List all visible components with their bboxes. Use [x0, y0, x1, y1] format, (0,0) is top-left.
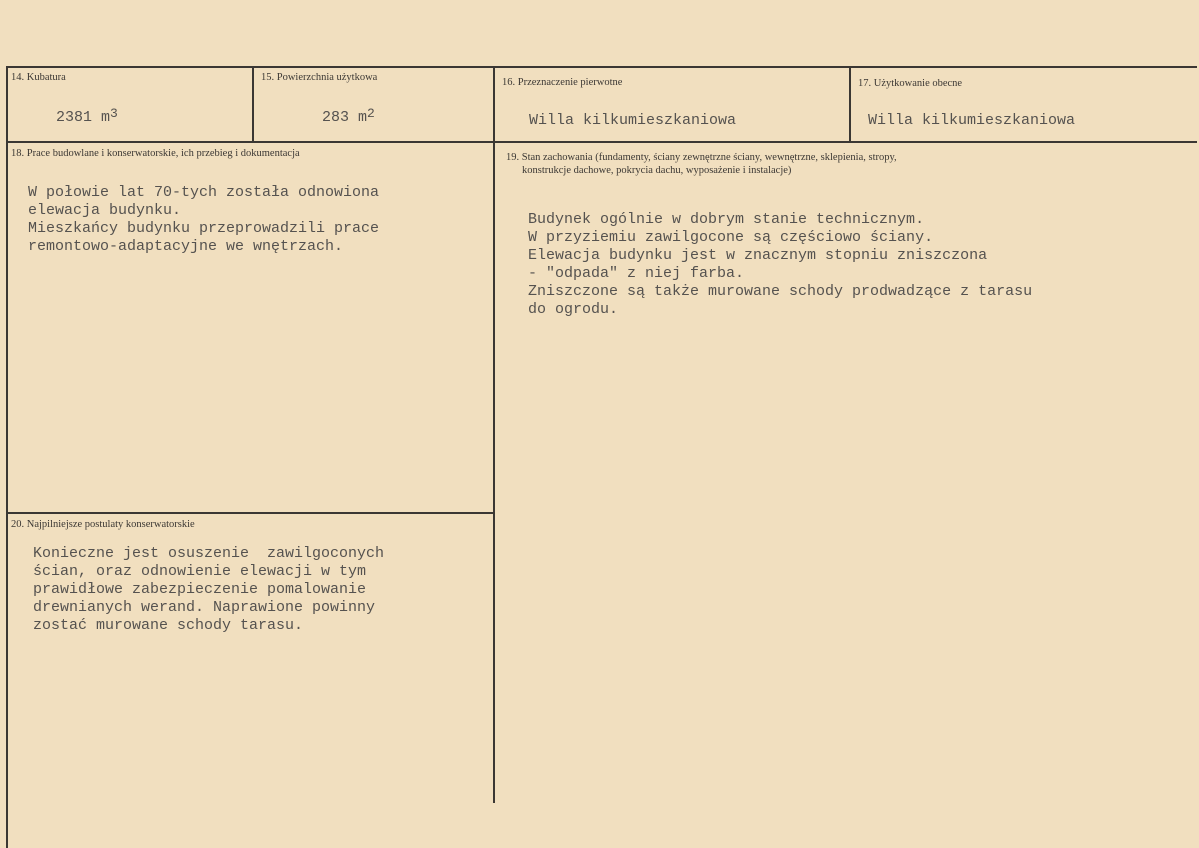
- uzytkowanie-label: 17. Użytkowanie obecne: [858, 78, 963, 89]
- kubatura-exponent: 3: [110, 106, 118, 121]
- divider-14-15: [252, 66, 254, 142]
- top-rule: [6, 66, 1197, 68]
- kubatura-number: 2381 m: [56, 109, 111, 126]
- powierzchnia-value: [322, 106, 375, 126]
- przeznaczenie-label: 16. Przeznaczenie pierwotne: [502, 77, 623, 88]
- uzytkowanie-value: Willa kilkumieszkaniowa: [868, 112, 1076, 129]
- powierzchnia-exponent: 2: [367, 106, 375, 121]
- left-border: [6, 66, 8, 848]
- przeznaczenie-value: Willa kilkumieszkaniowa: [529, 112, 737, 129]
- stan-zachowania-text: Budynek ogólnie w dobrym stanie technicznym. W przyziemiu zawilgocone są częściowo ściany. Elewacja budynku jest w znacznym stopniu zniszczona - "odpada" z niej farba. Zniszczone są także murowane schody prodwadzące z tarasu do ogrodu.: [528, 211, 1033, 318]
- divider-15-16: [493, 66, 495, 803]
- kubatura-label: 14. Kubatura: [11, 72, 66, 83]
- stan-zachowania-label-line2: konstrukcje dachowe, pokrycia dachu, wyposażenie i instalacje): [522, 165, 792, 176]
- postulaty-text: Konieczne jest osuszenie zawilgoconych ścian, oraz odnowienie elewacji w tym prawidłowe zabezpieczenie pomalowanie drewnianych werand. Naprawione powinny zostać murowane schody tarasu.: [33, 545, 385, 634]
- postulaty-label: 20. Najpilniejsze postulaty konserwatorskie: [11, 519, 195, 530]
- powierzchnia-number: 283 m: [322, 109, 368, 126]
- prace-budowlane-text: W połowie lat 70-tych została odnowiona elewacja budynku. Mieszkańcy budynku przeprowadzili prace remontowo-adaptacyjne we wnętrzach.: [28, 184, 380, 255]
- section-20-top-rule: [6, 512, 494, 514]
- divider-16-17: [849, 66, 851, 142]
- stan-zachowania-label: 19. Stan zachowania (fundamenty, ściany zewnętrzne ściany, wewnętrzne, sklepienia, stropy,: [506, 152, 897, 163]
- kubatura-value: [56, 106, 118, 126]
- prace-budowlane-label: 18. Prace budowlane i konserwatorskie, ich przebieg i dokumentacja: [11, 148, 300, 159]
- powierzchnia-label: 15. Powierzchnia użytkowa: [261, 72, 378, 83]
- header-row-bottom-rule: [6, 141, 1197, 143]
